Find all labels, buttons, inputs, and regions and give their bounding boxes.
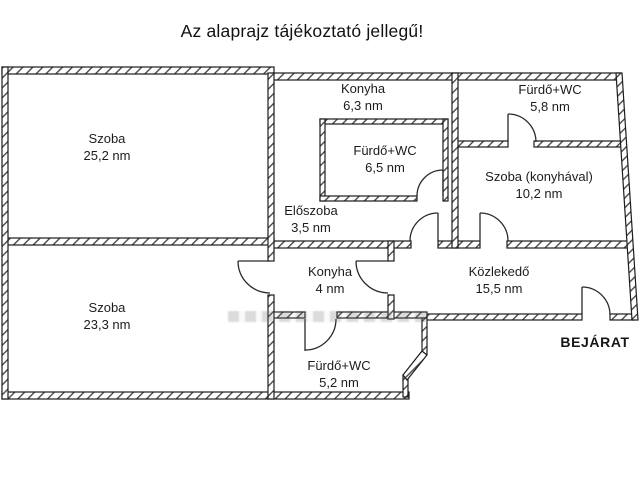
wall-left-outer	[2, 67, 8, 399]
wall-right-column	[452, 73, 458, 248]
room-area: 10,2 nm	[515, 186, 563, 201]
door-arc-furdo65	[417, 170, 443, 196]
room-label-szoba-25-2	[84, 131, 131, 165]
room-area: 5,2 nm	[319, 375, 359, 390]
room-name: Fürdő+WC	[307, 358, 371, 374]
room-name: Konyha	[307, 264, 353, 280]
room-label-eloszoba	[284, 203, 337, 237]
door-arc-konyha4	[356, 261, 388, 293]
wall-mid-right	[507, 241, 629, 248]
room-area: 15,5 nm	[475, 281, 523, 296]
wall-mid-left	[2, 238, 274, 245]
wall-bath58-left	[452, 141, 508, 147]
room-label-szoba-konyhaval	[485, 169, 593, 203]
room-name: Fürdő+WC	[353, 143, 417, 159]
wall-top-left	[2, 67, 274, 74]
disclaimer-title: Az alaprajz tájékoztató jellegű!	[180, 21, 424, 41]
room-name: Szoba	[88, 131, 126, 147]
room-area: 6,3 nm	[343, 98, 383, 113]
door-arc-entrance	[582, 287, 610, 315]
door-arc-furdo58	[508, 114, 536, 142]
room-label-konyha-4	[308, 264, 352, 298]
room-label-konyha-6-3	[341, 81, 385, 115]
wall-innerbox-bottom	[320, 196, 417, 201]
watermark	[228, 311, 430, 322]
room-area: 5,8 nm	[530, 99, 570, 114]
door-arc-furdo52	[305, 319, 336, 350]
room-name: Közlekedő	[468, 264, 530, 280]
wall-chamfer	[403, 351, 427, 380]
room-label-furdo-6-5	[353, 143, 416, 177]
wall-hall-bottom-right	[610, 314, 634, 320]
room-area: 25,2 nm	[83, 148, 131, 163]
room-name: Szoba	[88, 300, 126, 316]
room-area: 3,5 nm	[291, 220, 331, 235]
room-label-furdo-5-2	[307, 358, 370, 392]
room-area: 23,3 nm	[83, 317, 131, 332]
room-area: 6,5 nm	[365, 160, 405, 175]
wall-bottom	[2, 392, 409, 399]
wall-bath58-right	[534, 141, 624, 147]
wall-hall-bottom-left	[427, 314, 582, 320]
door-arc-eloszoba	[410, 213, 438, 241]
wall-center-vert-upper	[268, 73, 274, 261]
room-name: Előszoba	[284, 203, 338, 219]
room-label-szoba-23-3	[84, 300, 131, 334]
room-area: 4 nm	[315, 281, 345, 296]
wall-kitchen4-right-upper	[388, 241, 394, 261]
door-arc-szoba233	[238, 261, 270, 293]
room-label-furdo-5-8	[518, 82, 581, 116]
wall-mid-center-b	[438, 241, 480, 248]
room-name: Szoba (konyhával)	[485, 169, 593, 185]
wall-innerbox-right	[443, 119, 448, 201]
wall-bath52-right	[422, 318, 427, 354]
room-name: Fürdő+WC	[518, 82, 582, 98]
wall-right-slanted	[616, 73, 638, 320]
wall-innerbox-top	[320, 119, 448, 124]
wall-top-right	[272, 73, 620, 80]
room-label-kozlekedo	[469, 264, 530, 298]
wall-innerbox-left	[320, 119, 325, 201]
entrance-label: BEJÁRAT	[560, 334, 630, 350]
room-name: Konyha	[340, 81, 386, 97]
door-arc-szoba-konyhaval	[480, 213, 508, 241]
